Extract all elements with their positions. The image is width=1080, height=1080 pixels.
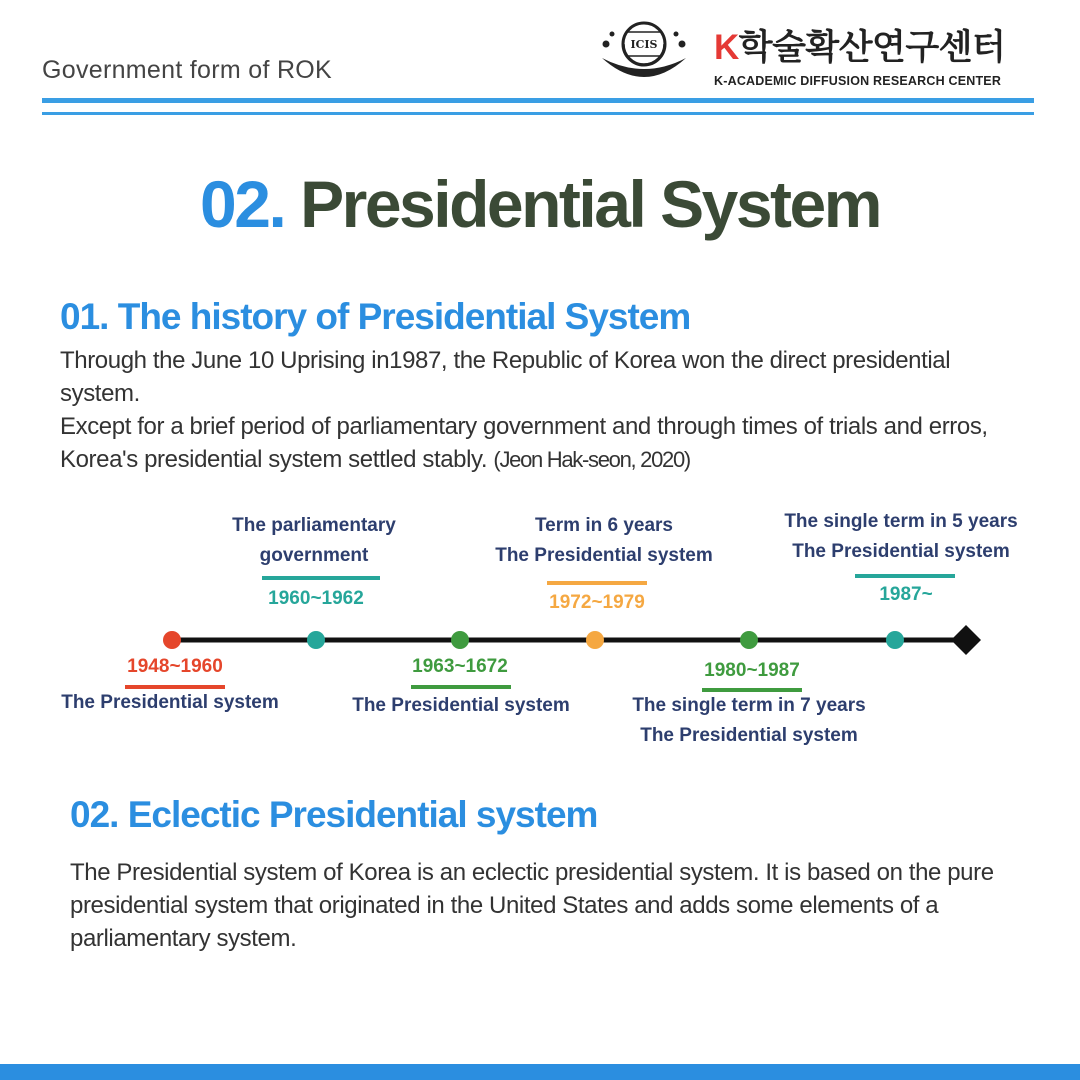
timeline-label-line2: The Presidential system	[495, 545, 713, 566]
brand-subtitle: K-ACADEMIC DIFFUSION RESEARCH CENTER	[714, 74, 1002, 88]
brand-korean: 학술확산연구센터	[738, 28, 1006, 67]
section1-paragraph2	[60, 410, 1035, 476]
footer-bar	[0, 1064, 1080, 1080]
timeline-dot-1987	[886, 631, 904, 649]
timeline-year: 1963~1672	[412, 656, 508, 677]
timeline-label-line2: The Presidential system	[792, 541, 1010, 562]
timeline-year: 1948~1960	[127, 656, 223, 677]
timeline-label: Term in 6 years	[534, 515, 673, 536]
timeline-label-line2: The Presidential system	[640, 725, 858, 746]
header-rule-thin	[42, 112, 1034, 115]
timeline-label: The single term in 7 years	[632, 695, 866, 716]
timeline-label: The Presidential system	[61, 692, 279, 713]
timeline-label-line2: government	[259, 545, 369, 566]
section2-paragraph: The Presidential system of Korea is an eclectic presidential system. It is based on the pure presidential system that originated in the United States and adds some elements of a parliamentary system.	[70, 859, 994, 952]
brand-title	[714, 20, 1005, 70]
section1-paragraph1: Through the June 10 Uprising in1987, the Republic of Korea won the direct presidential system.	[60, 347, 951, 407]
timeline-year: 1980~1987	[704, 660, 800, 681]
title-text: Presidential System	[300, 167, 880, 241]
header-label: Government form of ROK	[42, 56, 333, 84]
section1-heading: 01. The history of Presidential System	[60, 296, 691, 337]
timeline-label: The single term in 5 years	[784, 511, 1018, 532]
timeline	[0, 500, 1080, 770]
timeline-year: 1987~	[879, 584, 933, 605]
header-rule-thick	[42, 98, 1034, 103]
timeline-dot-1972	[586, 631, 604, 649]
timeline-label: The Presidential system	[352, 695, 570, 716]
section1-paragraph2-text: Except for a brief period of parliamentary government and through times of trials and erros, Korea's presidential system settled stably.	[60, 413, 988, 473]
title-number: 02.	[200, 167, 285, 241]
logo-text: ICIS	[630, 38, 658, 51]
timeline-arrow-marker	[951, 625, 981, 655]
timeline-underline	[262, 576, 380, 580]
timeline-underline	[855, 574, 955, 578]
timeline-underline	[411, 685, 511, 689]
brand-k: K	[714, 28, 739, 67]
timeline-dot-1963	[451, 631, 469, 649]
timeline-label: The parliamentary	[232, 515, 396, 536]
brand-block	[714, 20, 1005, 88]
timeline-dot-1948	[163, 631, 181, 649]
page-title	[0, 166, 1080, 242]
section2-heading: 02. Eclectic Presidential system	[70, 794, 598, 835]
icis-logo	[598, 14, 690, 88]
citation: (Jeon Hak-seon, 2020)	[493, 447, 690, 472]
timeline-year: 1960~1962	[268, 588, 364, 609]
timeline-underline	[547, 581, 647, 585]
timeline-dot-1980	[740, 631, 758, 649]
timeline-dot-1960	[307, 631, 325, 649]
timeline-year: 1972~1979	[549, 592, 645, 613]
